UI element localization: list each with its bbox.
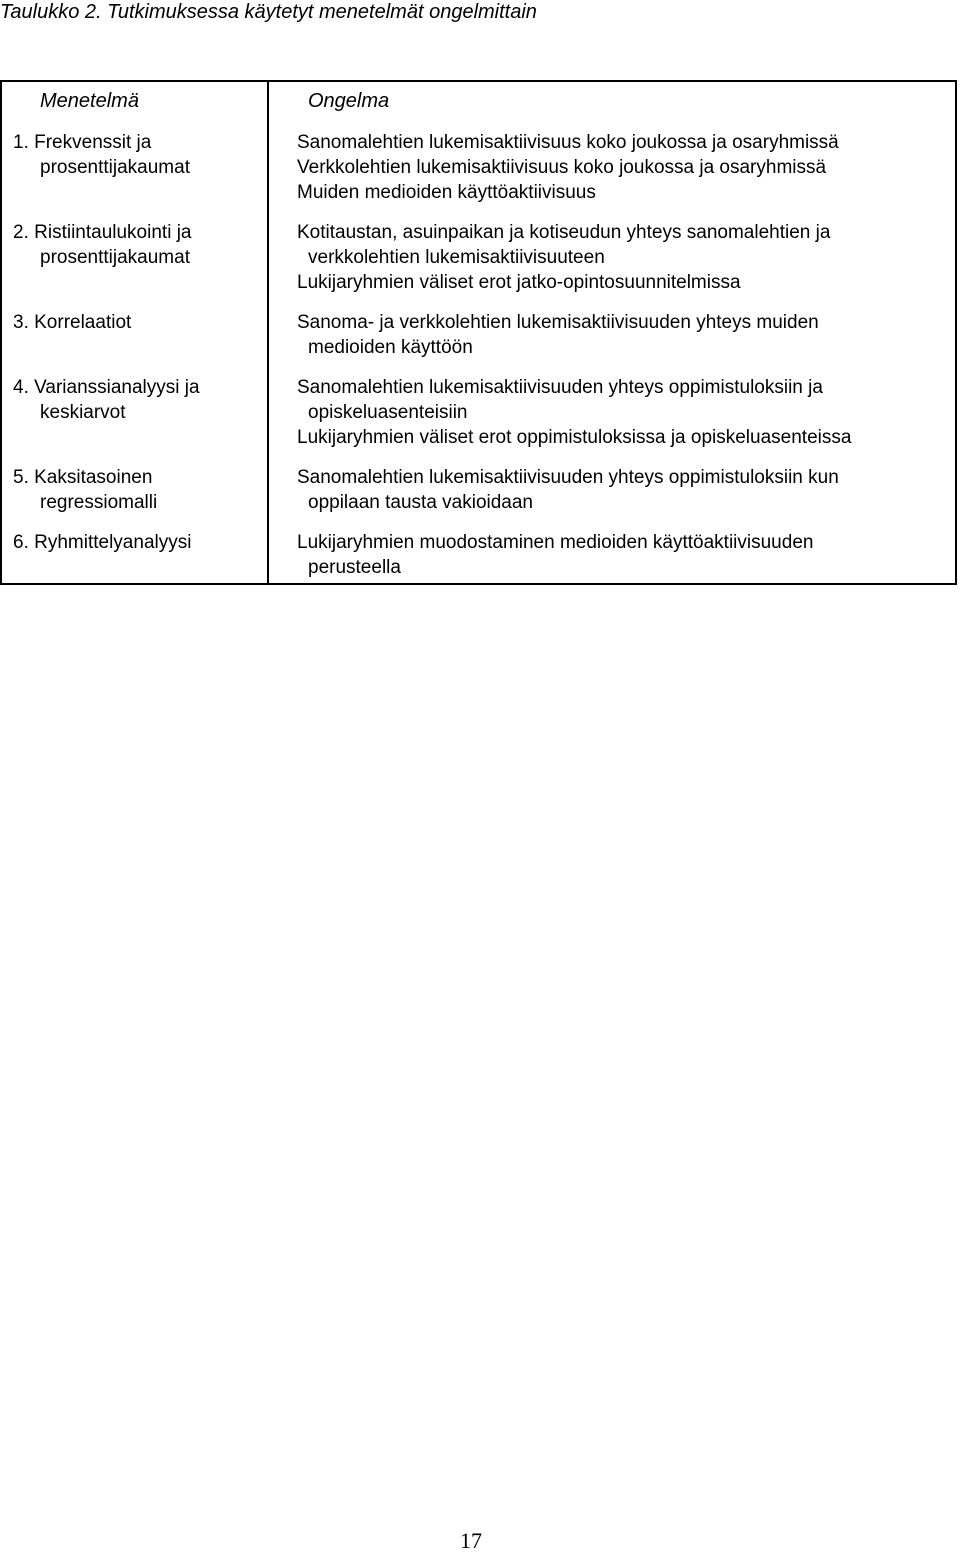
row-5-problem-line-1: Sanomalehtien lukemisaktiivisuuden yhteys oppimistuloksiin kun [297, 467, 839, 488]
page-number: 17 [460, 1528, 482, 1553]
column-divider [267, 82, 269, 583]
row-6-problem-line-1: Lukijaryhmien muodostaminen medioiden käyttöaktiivisuuden [297, 532, 814, 553]
row-4-method-line-2: keskiarvot [40, 402, 126, 423]
header-problem: Ongelma [308, 90, 390, 112]
row-1-method-line-2: prosenttijakaumat [40, 157, 190, 178]
row-2-method-line-1: 2. Ristiintaulukointi ja [13, 222, 192, 243]
row-1-problem-line-1: Sanomalehtien lukemisaktiivisuus koko joukossa ja osaryhmissä [297, 132, 839, 153]
row-3-problem-line-2: medioiden käyttöön [308, 337, 473, 358]
row-5-method-line-2: regressiomalli [40, 492, 158, 513]
row-4-problem-line-1: Sanomalehtien lukemisaktiivisuuden yhteys oppimistuloksiin ja [297, 377, 823, 398]
row-5-method-line-1: 5. Kaksitasoinen [13, 467, 153, 488]
row-5-problem-line-2: oppilaan tausta vakioidaan [308, 492, 534, 513]
row-1-method-line-1: 1. Frekvenssit ja [13, 132, 152, 153]
row-4-problem-line-2: opiskeluasenteisiin [308, 402, 468, 423]
row-2-problem-line-3: Lukijaryhmien väliset erot jatko-opintosuunnitelmissa [297, 272, 741, 293]
row-3-problem-line-1: Sanoma- ja verkkolehtien lukemisaktiivisuuden yhteys muiden [297, 312, 819, 333]
row-4-problem-line-3: Lukijaryhmien väliset erot oppimistuloksissa ja opiskeluasenteissa [297, 427, 852, 448]
row-2-problem-line-2: verkkolehtien lukemisaktiivisuuteen [308, 247, 605, 268]
row-1-problem-line-2: Verkkolehtien lukemisaktiivisuus koko joukossa ja osaryhmissä [297, 157, 827, 178]
row-4-method-line-1: 4. Varianssianalyysi ja [13, 377, 200, 398]
row-6-problem-line-2: perusteella [308, 557, 401, 578]
row-2-method-line-2: prosenttijakaumat [40, 247, 190, 268]
row-1-problem-line-3: Muiden medioiden käyttöaktiivisuus [297, 182, 596, 203]
row-6-method-line-1: 6. Ryhmittelyanalyysi [13, 532, 192, 553]
row-2-problem-line-1: Kotitaustan, asuinpaikan ja kotiseudun yhteys sanomalehtien ja [297, 222, 831, 243]
table-caption: Taulukko 2. Tutkimuksessa käytetyt menetelmät ongelmittain [0, 1, 537, 23]
header-method: Menetelmä [40, 90, 139, 112]
row-3-method-line-1: 3. Korrelaatiot [13, 312, 132, 333]
methods-table [0, 80, 957, 585]
